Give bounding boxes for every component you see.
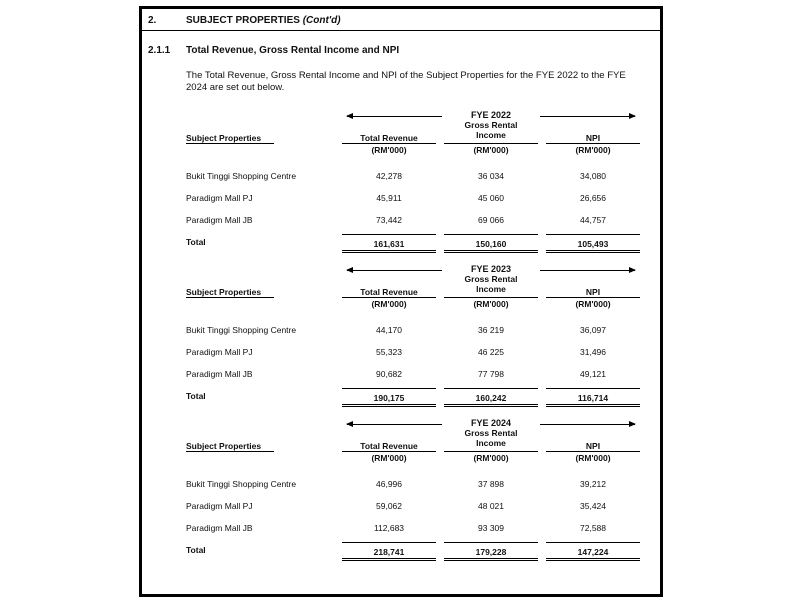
npi-value: 31,496 xyxy=(580,347,606,357)
header-total-revenue-label: Total Revenue xyxy=(360,441,418,451)
header-npi xyxy=(546,287,640,297)
total-revenue-value: 73,442 xyxy=(376,215,402,225)
header-npi-label: NPI xyxy=(585,133,601,143)
total-bottom-rule xyxy=(546,558,640,559)
header-gross-rental-income xyxy=(444,120,538,140)
header-gross-rental-income xyxy=(444,274,538,294)
total-bottom-rule xyxy=(444,560,538,561)
npi-value: 49,121 xyxy=(580,369,606,379)
total-gri-value: 160,242 xyxy=(475,393,507,403)
gross-rental-income-value: 45 060 xyxy=(478,193,504,203)
section-number: 2. xyxy=(148,15,157,26)
total-npi-value: 116,714 xyxy=(577,393,609,403)
total-top-rule xyxy=(546,542,640,543)
right-arrow-icon xyxy=(540,116,635,117)
header-subject-properties: Subject Properties xyxy=(186,441,262,451)
subsection-title: Total Revenue, Gross Rental Income and NPI xyxy=(186,45,400,56)
header-npi-label: NPI xyxy=(585,441,601,451)
total-bottom-rule xyxy=(342,560,436,561)
total-bottom-rule xyxy=(444,406,538,407)
section-title-text: SUBJECT PROPERTIES xyxy=(186,15,300,26)
npi-value: 36,097 xyxy=(580,325,606,335)
header-unit: (RM'000) xyxy=(575,299,611,309)
property-name: Paradigm Mall JB xyxy=(186,215,253,225)
header-underline xyxy=(342,451,436,452)
header-subject-properties: Subject Properties xyxy=(186,287,262,297)
header-subject-properties: Subject Properties xyxy=(186,133,262,143)
total-bottom-rule xyxy=(546,404,640,405)
total-bottom-rule xyxy=(444,250,538,251)
header-underline xyxy=(186,297,274,298)
header-underline xyxy=(342,143,436,144)
header-total-revenue xyxy=(342,133,436,143)
npi-value: 26,656 xyxy=(580,193,606,203)
total-npi-value: 147,224 xyxy=(577,547,609,557)
header-npi-label: NPI xyxy=(585,287,601,297)
npi-value: 72,588 xyxy=(580,523,606,533)
total-bottom-rule xyxy=(342,558,436,559)
total-revenue-value: 59,062 xyxy=(376,501,402,511)
total-top-rule xyxy=(546,234,640,235)
total-npi-value: 105,493 xyxy=(577,239,609,249)
property-name: Paradigm Mall JB xyxy=(186,369,253,379)
header-total-revenue-label: Total Revenue xyxy=(360,287,418,297)
header-underline xyxy=(444,297,538,298)
total-top-rule xyxy=(546,388,640,389)
property-name: Paradigm Mall PJ xyxy=(186,501,253,511)
total-top-rule xyxy=(342,388,436,389)
fye-label: FYE 2022 xyxy=(470,110,512,120)
header-gri-line2: Income xyxy=(476,284,506,294)
header-unit: (RM'000) xyxy=(371,299,407,309)
header-gri-line1: Gross Rental xyxy=(464,274,518,284)
total-top-rule xyxy=(342,542,436,543)
gross-rental-income-value: 77 798 xyxy=(478,369,504,379)
header-unit: (RM'000) xyxy=(575,145,611,155)
header-unit: (RM'000) xyxy=(371,145,407,155)
total-top-rule xyxy=(444,234,538,235)
total-bottom-rule xyxy=(342,252,436,253)
header-unit: (RM'000) xyxy=(473,453,509,463)
npi-value: 35,424 xyxy=(580,501,606,511)
gross-rental-income-value: 48 021 xyxy=(478,501,504,511)
header-underline xyxy=(444,143,538,144)
header-unit: (RM'000) xyxy=(473,145,509,155)
header-gri-line1: Gross Rental xyxy=(464,428,518,438)
header-npi xyxy=(546,441,640,451)
total-label: Total xyxy=(186,545,206,555)
property-name: Bukit Tinggi Shopping Centre xyxy=(186,479,297,489)
total-revenue-value: 45,911 xyxy=(376,193,402,203)
total-bottom-rule xyxy=(444,404,538,405)
total-bottom-rule xyxy=(546,250,640,251)
document-page xyxy=(139,6,663,597)
total-revenue-value: 46,996 xyxy=(376,479,402,489)
total-revenue-value: 90,682 xyxy=(376,369,402,379)
property-name: Bukit Tinggi Shopping Centre xyxy=(186,171,297,181)
total-revenue-value: 161,631 xyxy=(373,239,405,249)
gross-rental-income-value: 93 309 xyxy=(478,523,504,533)
header-gri-line2: Income xyxy=(476,438,506,448)
gross-rental-income-value: 36 034 xyxy=(478,171,504,181)
total-top-rule xyxy=(444,388,538,389)
total-gri-value: 150,160 xyxy=(475,239,507,249)
total-revenue-value: 218,741 xyxy=(373,547,405,557)
header-underline xyxy=(546,451,640,452)
total-bottom-rule xyxy=(546,406,640,407)
right-arrow-icon xyxy=(540,270,635,271)
npi-value: 39,212 xyxy=(580,479,606,489)
npi-value: 34,080 xyxy=(580,171,606,181)
financial-table xyxy=(142,418,660,563)
total-revenue-value: 190,175 xyxy=(373,393,405,403)
total-revenue-value: 42,278 xyxy=(376,171,402,181)
header-underline xyxy=(186,451,274,452)
header-underline xyxy=(546,143,640,144)
total-bottom-rule xyxy=(444,558,538,559)
gross-rental-income-value: 69 066 xyxy=(478,215,504,225)
header-underline xyxy=(186,143,274,144)
total-bottom-rule xyxy=(546,560,640,561)
header-total-revenue xyxy=(342,287,436,297)
header-unit: (RM'000) xyxy=(575,453,611,463)
total-gri-value: 179,228 xyxy=(475,547,507,557)
total-revenue-value: 112,683 xyxy=(373,523,405,533)
header-unit: (RM'000) xyxy=(371,453,407,463)
property-name: Paradigm Mall PJ xyxy=(186,193,253,203)
section-title-suffix: (Cont'd) xyxy=(302,15,341,26)
total-bottom-rule xyxy=(342,406,436,407)
header-gri-line1: Gross Rental xyxy=(464,120,518,130)
section-title xyxy=(186,15,341,26)
right-arrow-icon xyxy=(540,424,635,425)
gross-rental-income-value: 37 898 xyxy=(478,479,504,489)
section-rule xyxy=(142,30,660,31)
intro-paragraph: The Total Revenue, Gross Rental Income and NPI of the Subject Properties for the FYE 2022 to the FYE 2024 are set out below. xyxy=(186,70,626,93)
total-label: Total xyxy=(186,237,206,247)
header-total-revenue xyxy=(342,441,436,451)
property-name: Bukit Tinggi Shopping Centre xyxy=(186,325,297,335)
property-name: Paradigm Mall JB xyxy=(186,523,253,533)
fye-label: FYE 2023 xyxy=(470,264,512,274)
header-underline xyxy=(444,451,538,452)
total-bottom-rule xyxy=(342,250,436,251)
npi-value: 44,757 xyxy=(580,215,606,225)
header-npi xyxy=(546,133,640,143)
header-total-revenue-label: Total Revenue xyxy=(360,133,418,143)
total-bottom-rule xyxy=(444,252,538,253)
total-top-rule xyxy=(342,234,436,235)
subsection-number: 2.1.1 xyxy=(148,45,171,56)
total-top-rule xyxy=(444,542,538,543)
header-underline xyxy=(342,297,436,298)
header-gross-rental-income xyxy=(444,428,538,448)
total-label: Total xyxy=(186,391,206,401)
header-underline xyxy=(546,297,640,298)
financial-table xyxy=(142,264,660,409)
total-bottom-rule xyxy=(342,404,436,405)
property-name: Paradigm Mall PJ xyxy=(186,347,253,357)
gross-rental-income-value: 36 219 xyxy=(478,325,504,335)
total-revenue-value: 55,323 xyxy=(376,347,402,357)
financial-table xyxy=(142,110,660,255)
gross-rental-income-value: 46 225 xyxy=(478,347,504,357)
header-gri-line2: Income xyxy=(476,130,506,140)
total-revenue-value: 44,170 xyxy=(376,325,402,335)
total-bottom-rule xyxy=(546,252,640,253)
header-unit: (RM'000) xyxy=(473,299,509,309)
fye-label: FYE 2024 xyxy=(470,418,512,428)
